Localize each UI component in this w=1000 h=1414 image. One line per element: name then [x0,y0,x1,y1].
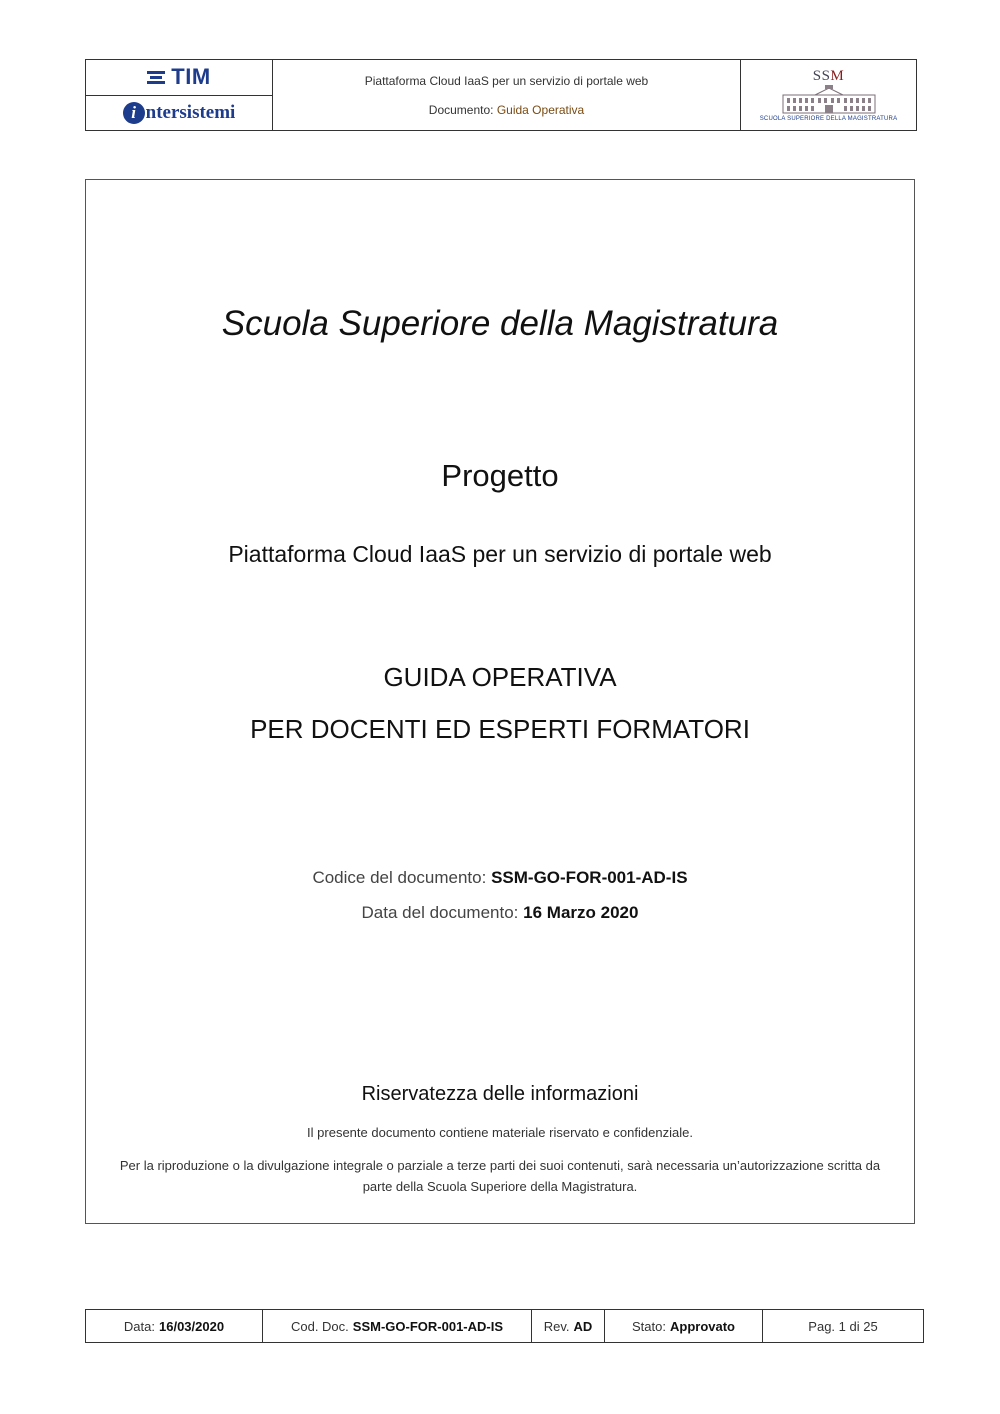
footer-date-value: 16/03/2020 [159,1318,225,1334]
footer-status [605,1310,763,1342]
header-document-label: Documento: [428,102,494,117]
footer-page-number: Pag. 1 di 25 [808,1318,878,1334]
ssm-logo-mark [813,68,845,85]
intersistemi-logo [86,96,272,131]
footer-code-label: Cod. Doc. [290,1318,349,1334]
document-date-label: Data del documento: [361,903,519,922]
tim-logo-text: TIM [171,64,211,90]
document-code [86,868,914,888]
intersistemi-logo-text: ntersistemi [145,101,236,123]
footer-date-label: Data: [123,1318,155,1334]
page-header [85,59,917,131]
footer-rev-value: AD [573,1318,593,1334]
footer-status-value: Approvato [669,1318,735,1334]
page-footer [85,1309,924,1343]
school-name: Scuola Superiore della Magistratura [221,304,779,343]
header-logos [86,60,273,130]
guide-title-line1: GUIDA OPERATIVA [383,662,617,692]
tim-logo [86,60,272,96]
header-title-block [273,60,741,130]
confidentiality-paragraph-1: Il presente documento contiene materiale riservato e confidenziale. [307,1125,693,1140]
document-date-value: 16 Marzo 2020 [523,903,639,922]
ssm-logo-prefix: SS [812,68,831,84]
footer-rev-label: Rev. [543,1318,570,1334]
ssm-logo [741,60,916,130]
confidentiality-paragraph-2: Per la riproduzione o la divulgazione integrale o parziale a terze parti dei suoi contenuti, sarà necessaria un’autorizzazione scritta da parte della Scuola Superiore della Magistratura. [119,1158,881,1194]
header-document-type [429,103,584,117]
header-document-value: Guida Operativa [496,102,585,117]
project-heading: Progetto [441,458,559,493]
footer-code [263,1310,532,1342]
document-code-label: Codice del documento: [312,868,487,887]
footer-date [86,1310,263,1342]
project-title: Piattaforma Cloud IaaS per un servizio di portale web [228,541,772,567]
ssm-logo-caption: SCUOLA SUPERIORE DELLA MAGISTRATURA [759,116,898,122]
document-date [86,903,914,923]
cover-frame [85,179,915,1224]
intersistemi-i-icon: i [123,102,145,124]
document-code-value: SSM-GO-FOR-001-AD-IS [491,868,688,887]
footer-code-value: SSM-GO-FOR-001-AD-IS [352,1318,504,1334]
ssm-building-icon [781,85,877,115]
footer-status-label: Stato: [632,1318,666,1334]
tim-bars-icon [147,71,165,84]
footer-revision [532,1310,605,1342]
guide-title-line2: PER DOCENTI ED ESPERTI FORMATORI [250,714,750,744]
header-project-title: Piattaforma Cloud IaaS per un servizio di portale web [364,73,649,88]
confidentiality-title: Riservatezza delle informazioni [361,1083,639,1105]
ssm-logo-suffix: M [830,68,845,84]
